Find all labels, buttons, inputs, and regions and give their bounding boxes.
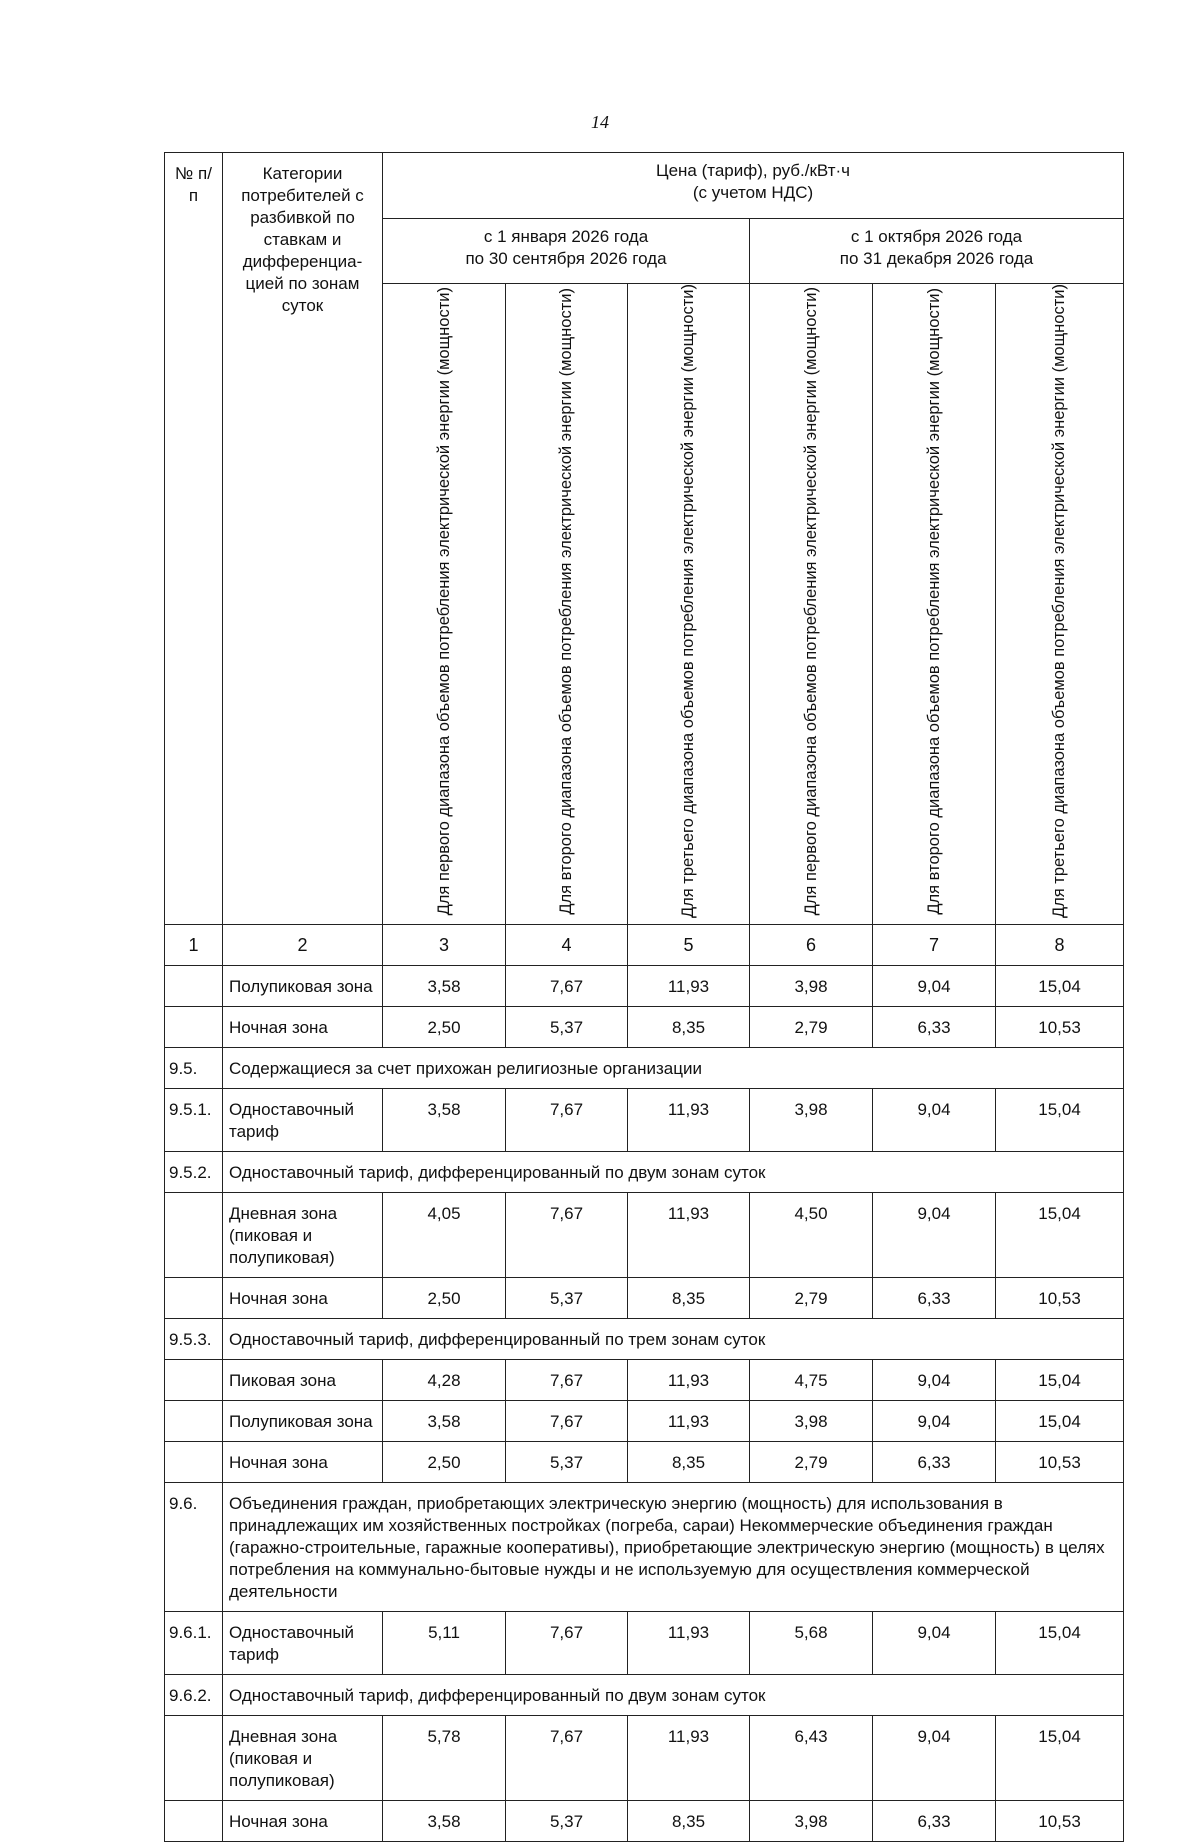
range-label: Для первого диапазона объемов потребления электрической энергии (мощности) bbox=[434, 286, 453, 916]
price-cell: 5,37 bbox=[506, 1278, 628, 1319]
price-cell: 11,93 bbox=[628, 1401, 750, 1442]
price-cell: 10,53 bbox=[996, 1278, 1124, 1319]
period-1-end: по 30 сентября 2026 года bbox=[465, 249, 667, 268]
range-label: Для третьего диапазона объемов потребления электрической энергии (мощности) bbox=[679, 284, 697, 919]
category-cell: Одноставочный тариф bbox=[223, 1089, 383, 1152]
price-cell: 4,75 bbox=[750, 1360, 873, 1401]
price-cell: 9,04 bbox=[873, 1716, 996, 1801]
range-label: Для первого диапазона объемов потребления электрической энергии (мощности) bbox=[801, 286, 820, 916]
price-cell: 3,98 bbox=[750, 1401, 873, 1442]
period-2-end: по 31 декабря 2026 года bbox=[839, 249, 1034, 268]
price-cell: 15,04 bbox=[996, 1089, 1124, 1152]
price-cell: 6,33 bbox=[873, 1801, 996, 1842]
category-cell: Ночная зона bbox=[223, 1278, 383, 1319]
row-number bbox=[165, 1278, 223, 1319]
tariff-table bbox=[164, 152, 1124, 1842]
category-cell: Ночная зона bbox=[223, 1007, 383, 1048]
price-cell: 11,93 bbox=[628, 1089, 750, 1152]
column-number: 8 bbox=[996, 925, 1124, 966]
price-cell: 15,04 bbox=[996, 1716, 1124, 1801]
row-number bbox=[165, 1360, 223, 1401]
row-number: 9.5.2. bbox=[165, 1152, 223, 1193]
price-cell: 2,79 bbox=[750, 1278, 873, 1319]
price-cell: 10,53 bbox=[996, 1442, 1124, 1483]
price-cell: 3,58 bbox=[383, 1401, 506, 1442]
page-number: 14 bbox=[591, 112, 609, 132]
category-cell: Ночная зона bbox=[223, 1801, 383, 1842]
table-row bbox=[165, 1801, 1124, 1842]
header-range-1-p2 bbox=[750, 284, 873, 925]
row-number: 9.5. bbox=[165, 1048, 223, 1089]
row-number: 9.6. bbox=[165, 1483, 223, 1612]
price-cell: 8,35 bbox=[628, 1278, 750, 1319]
table-row bbox=[165, 1716, 1124, 1801]
price-cell: 15,04 bbox=[996, 1360, 1124, 1401]
column-number: 1 bbox=[165, 925, 223, 966]
header-period-1 bbox=[383, 219, 750, 284]
section-title: Одноставочный тариф, дифференцированный по трем зонам суток bbox=[223, 1319, 1124, 1360]
header-range-3-p2 bbox=[996, 284, 1124, 925]
section-row bbox=[165, 1483, 1124, 1612]
table-row bbox=[165, 1612, 1124, 1675]
price-title: Цена (тариф), руб./кВт·ч bbox=[656, 161, 851, 180]
table-row bbox=[165, 1089, 1124, 1152]
table-row bbox=[165, 1360, 1124, 1401]
price-cell: 6,33 bbox=[873, 1442, 996, 1483]
column-number: 3 bbox=[383, 925, 506, 966]
category-cell: Дневная зона (пиковая и полупиковая) bbox=[223, 1193, 383, 1278]
table-row bbox=[165, 1007, 1124, 1048]
row-number bbox=[165, 1442, 223, 1483]
price-cell: 5,11 bbox=[383, 1612, 506, 1675]
price-cell: 11,93 bbox=[628, 966, 750, 1007]
range-label: Для третьего диапазона объемов потребления электрической энергии (мощности) bbox=[1050, 284, 1068, 919]
price-cell: 3,58 bbox=[383, 1089, 506, 1152]
category-cell: Одноставочный тариф bbox=[223, 1612, 383, 1675]
price-cell: 3,98 bbox=[750, 1801, 873, 1842]
price-cell: 3,98 bbox=[750, 1089, 873, 1152]
category-cell: Пиковая зона bbox=[223, 1360, 383, 1401]
price-cell: 2,50 bbox=[383, 1442, 506, 1483]
price-cell: 7,67 bbox=[506, 1193, 628, 1278]
row-number bbox=[165, 1401, 223, 1442]
price-cell: 15,04 bbox=[996, 1612, 1124, 1675]
category-cell: Дневная зона (пиковая и полупиковая) bbox=[223, 1716, 383, 1801]
price-cell: 6,43 bbox=[750, 1716, 873, 1801]
price-cell: 7,67 bbox=[506, 1360, 628, 1401]
column-number: 5 bbox=[628, 925, 750, 966]
price-cell: 2,79 bbox=[750, 1442, 873, 1483]
price-cell: 5,68 bbox=[750, 1612, 873, 1675]
price-cell: 7,67 bbox=[506, 1401, 628, 1442]
row-number bbox=[165, 966, 223, 1007]
price-cell: 10,53 bbox=[996, 1007, 1124, 1048]
price-cell: 3,58 bbox=[383, 966, 506, 1007]
section-title: Объединения граждан, приобретающих электрическую энергию (мощность) для использования в принадлежащих им хозяйственных постройках (погреба, сараи) Некоммерческие объединения граждан (гаражно-строительные, гаражные кооперативы), приобретающие электрическую энергию (мощность) в целях потребления на коммунально-бытовые нужды и не используемую для осуществления коммерческой деятельности bbox=[223, 1483, 1124, 1612]
header-range-2-p2 bbox=[873, 284, 996, 925]
price-cell: 9,04 bbox=[873, 1360, 996, 1401]
period-1-start: с 1 января 2026 года bbox=[483, 227, 649, 246]
price-cell: 15,04 bbox=[996, 966, 1124, 1007]
row-number: 9.5.1. bbox=[165, 1089, 223, 1152]
tariff-table-body bbox=[165, 966, 1124, 1842]
price-cell: 3,98 bbox=[750, 966, 873, 1007]
price-cell: 2,79 bbox=[750, 1007, 873, 1048]
table-row bbox=[165, 1401, 1124, 1442]
price-cell: 9,04 bbox=[873, 1089, 996, 1152]
row-number: 9.5.3. bbox=[165, 1319, 223, 1360]
price-cell: 9,04 bbox=[873, 966, 996, 1007]
price-cell: 8,35 bbox=[628, 1801, 750, 1842]
header-period-2 bbox=[750, 219, 1124, 284]
column-number: 2 bbox=[223, 925, 383, 966]
price-cell: 15,04 bbox=[996, 1193, 1124, 1278]
section-row bbox=[165, 1675, 1124, 1716]
price-cell: 7,67 bbox=[506, 1716, 628, 1801]
price-cell: 5,37 bbox=[506, 1007, 628, 1048]
row-number: 9.6.1. bbox=[165, 1612, 223, 1675]
row-number bbox=[165, 1007, 223, 1048]
price-cell: 3,58 bbox=[383, 1801, 506, 1842]
table-row bbox=[165, 1193, 1124, 1278]
price-cell: 2,50 bbox=[383, 1007, 506, 1048]
category-cell: Ночная зона bbox=[223, 1442, 383, 1483]
category-cell: Полупиковая зона bbox=[223, 1401, 383, 1442]
header-range-1-p1 bbox=[383, 284, 506, 925]
price-cell: 7,67 bbox=[506, 966, 628, 1007]
price-cell: 6,33 bbox=[873, 1007, 996, 1048]
price-cell: 2,50 bbox=[383, 1278, 506, 1319]
row-number bbox=[165, 1801, 223, 1842]
price-cell: 5,78 bbox=[383, 1716, 506, 1801]
category-cell: Полупиковая зона bbox=[223, 966, 383, 1007]
price-cell: 11,93 bbox=[628, 1193, 750, 1278]
price-cell: 9,04 bbox=[873, 1612, 996, 1675]
table-row bbox=[165, 1278, 1124, 1319]
price-cell: 9,04 bbox=[873, 1193, 996, 1278]
section-title: Одноставочный тариф, дифференцированный по двум зонам суток bbox=[223, 1152, 1124, 1193]
range-label: Для второго диапазона объемов потребления электрической энергии (мощности) bbox=[924, 287, 943, 915]
section-title: Одноставочный тариф, дифференцированный по двум зонам суток bbox=[223, 1675, 1124, 1716]
row-number bbox=[165, 1716, 223, 1801]
section-row bbox=[165, 1319, 1124, 1360]
price-cell: 11,93 bbox=[628, 1360, 750, 1401]
price-cell: 4,05 bbox=[383, 1193, 506, 1278]
header-category: Категории потребителей с разбивкой по ставкам и дифференциа-цией по зонам суток bbox=[223, 153, 383, 925]
table-row bbox=[165, 1442, 1124, 1483]
section-title: Содержащиеся за счет прихожан религиозные организации bbox=[223, 1048, 1124, 1089]
header-price bbox=[383, 153, 1124, 219]
period-2-start: с 1 октября 2026 года bbox=[850, 227, 1023, 246]
price-subtitle: (с учетом НДС) bbox=[692, 183, 814, 202]
price-cell: 11,93 bbox=[628, 1612, 750, 1675]
header-range-3-p1 bbox=[628, 284, 750, 925]
price-cell: 9,04 bbox=[873, 1401, 996, 1442]
price-cell: 5,37 bbox=[506, 1442, 628, 1483]
row-number: 9.6.2. bbox=[165, 1675, 223, 1716]
price-cell: 6,33 bbox=[873, 1278, 996, 1319]
price-cell: 4,50 bbox=[750, 1193, 873, 1278]
column-number: 4 bbox=[506, 925, 628, 966]
header-range-2-p1 bbox=[506, 284, 628, 925]
price-cell: 15,04 bbox=[996, 1401, 1124, 1442]
table-row bbox=[165, 966, 1124, 1007]
row-number bbox=[165, 1193, 223, 1278]
price-cell: 4,28 bbox=[383, 1360, 506, 1401]
price-cell: 10,53 bbox=[996, 1801, 1124, 1842]
price-cell: 11,93 bbox=[628, 1716, 750, 1801]
price-cell: 7,67 bbox=[506, 1089, 628, 1152]
section-row bbox=[165, 1152, 1124, 1193]
price-cell: 8,35 bbox=[628, 1442, 750, 1483]
price-cell: 5,37 bbox=[506, 1801, 628, 1842]
header-number: № п/п bbox=[165, 153, 223, 925]
column-number-row bbox=[165, 925, 1124, 966]
column-number: 6 bbox=[750, 925, 873, 966]
price-cell: 8,35 bbox=[628, 1007, 750, 1048]
price-cell: 7,67 bbox=[506, 1612, 628, 1675]
section-row bbox=[165, 1048, 1124, 1089]
column-number: 7 bbox=[873, 925, 996, 966]
range-label: Для второго диапазона объемов потребления электрической энергии (мощности) bbox=[557, 287, 575, 915]
